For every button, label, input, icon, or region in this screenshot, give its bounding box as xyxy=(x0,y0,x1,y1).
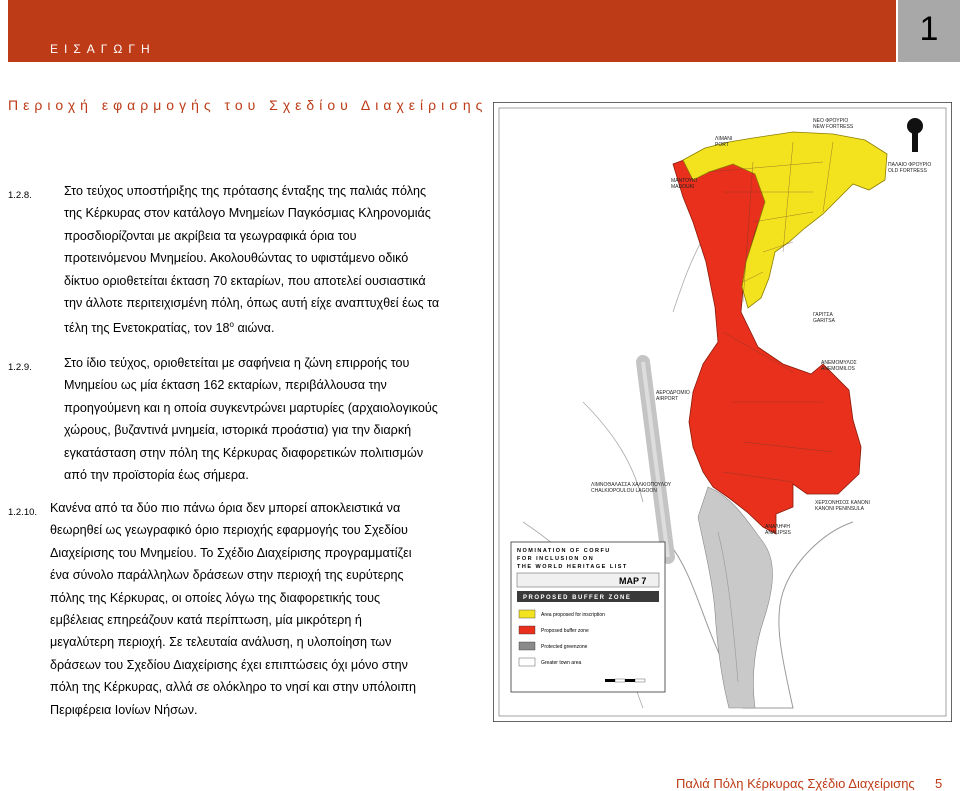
section-label: ΕΙΣΑΓΩΓΗ xyxy=(50,42,156,56)
paragraph-1-2-10 xyxy=(8,497,456,721)
text-line: εμβέλειας επηρεάζουν κατά περίπτωση, μία μικρότερη ή xyxy=(50,613,362,628)
map-label: ΝΕΟ ΦΡΟΥΡΙΟ xyxy=(813,118,849,124)
text-line: της Κέρκυρας στον κατάλογο Μνημείων Παγκόσμιας Κληρονομιάς xyxy=(64,206,431,221)
legend-label: Area proposed for inscription xyxy=(541,612,605,618)
text-line: πόλη της Κέρκυρας, αλλά σε ολόκληρο το νησί και στην υπόλοιπη xyxy=(50,680,417,695)
text-line: ένα σύνολο παράλληλων δράσεων στην περιοχή της ευρύτερης xyxy=(50,568,404,583)
footer-page-number: 5 xyxy=(935,776,943,791)
legend-label: Proposed buffer zone xyxy=(541,628,589,634)
header-bar xyxy=(8,0,896,62)
scale-segment xyxy=(625,679,635,682)
map-label: ΑΝΑΛΗΨΗ xyxy=(765,524,791,530)
legend-swatch-inscription xyxy=(519,610,535,618)
legend-swatch-greenzone xyxy=(519,642,535,650)
map-label: OLD FORTRESS xyxy=(888,168,927,174)
map-label: ΛΙΜΝΟΘΑΛΑΣΣΑ ΧΑΛΚΙΟΠΟΥΛΟΥ xyxy=(591,482,672,488)
text-line: Διαχείρισης του Μνημείου. Το Σχέδιο Διαχείρισης προγραμματίζει xyxy=(50,545,412,560)
map-label: MADOUKI xyxy=(671,184,695,190)
text-line: Κανένα από τα δύο πιο πάνω όρια δεν μπορεί αποκλειστικά να xyxy=(50,501,401,515)
text-line: εγκατάσταση στην πόλη της Κέρκυρας διαφορετικών πολιτισμών xyxy=(64,445,424,460)
map-label: ΓΑΡΙΤΣΑ xyxy=(813,312,833,318)
compass-icon xyxy=(912,132,918,152)
paragraph-1-2-8 xyxy=(8,180,456,340)
map-legend xyxy=(511,542,665,692)
map-label: ΧΕΡΣΟΝΗΣΟΣ ΚΑΝΟΝΙ xyxy=(815,500,870,506)
text-line: προτεινόμενου Μνημείου. Ακολουθώντας το υφιστάμενο οδικό xyxy=(64,251,409,266)
text-line: από την προϊστορία έως σήμερα. xyxy=(64,468,249,483)
scale-bar xyxy=(605,679,645,682)
text-line: θεωρηθεί ως γεωγραφικό όριο περιοχής εφαρμογής του Σχεδίου xyxy=(50,523,408,538)
chapter-number: 1 xyxy=(919,10,939,48)
map-label: NEW FORTRESS xyxy=(813,124,854,130)
chapter-number-box xyxy=(898,0,960,62)
map-label: PORT xyxy=(715,142,729,148)
map-label: ΑΝΕΜΟΜΥΛΟΣ xyxy=(821,360,857,366)
text-segment: τέλη της Ενετοκρατίας, τον 18 xyxy=(64,321,230,336)
map-label: ΜΑΝΤΟΥΚΙ xyxy=(671,178,697,184)
scale-segment xyxy=(615,679,625,682)
legend-swatch-town xyxy=(519,658,535,666)
map-label: ANALIPSIS xyxy=(765,530,791,536)
paragraph-1-2-9 xyxy=(8,352,456,486)
compass-icon xyxy=(907,118,923,134)
superscript: ο xyxy=(229,320,234,330)
paragraph-number: 1.2.9. xyxy=(8,362,32,373)
text-line: δίκτυο οριοθετείται έκταση 70 εκταρίων, που αποτελεί ουσιαστικά xyxy=(64,273,426,288)
map-label: ΑΕΡΟΔΡΟΜΙΟ xyxy=(656,390,690,396)
map-label: KANONI PENINSULA xyxy=(815,506,864,512)
legend-swatch-buffer xyxy=(519,626,535,634)
text-line: χώρους, βυζαντινά μνημεία, ιστορικά προάστια) για την διαρκή xyxy=(64,423,412,438)
text-line: μεγαλύτερη περιοχή. Σε τελευταία ανάλυση, η υλοποίηση των xyxy=(50,635,392,650)
legend-label: Greater town area xyxy=(541,660,582,666)
scale-segment xyxy=(605,679,615,682)
scale-segment xyxy=(635,679,645,682)
paragraph-number: 1.2.8. xyxy=(8,190,32,201)
text-line: Μνημείου ως μία έκταση 162 εκταρίων, περιβάλλουσα την xyxy=(64,378,387,393)
text-line: την άλλοτε περιτειχισμένη πόλη, όπως αυτή είχε αναπτυχθεί έως τα xyxy=(64,296,440,311)
footer-title: Παλιά Πόλη Κέρκυρας Σχέδιο Διαχείρισης xyxy=(676,776,915,791)
map-label: GARITSA xyxy=(813,318,835,324)
map-label: AIRPORT xyxy=(656,396,679,402)
text-line: δράσεων του Σχεδίου Διαχείρισης έχει επιπτώσεις όχι μόνο στην xyxy=(50,657,408,672)
map-title-line: NOMINATION OF CORFU xyxy=(517,548,611,554)
section-subtitle: Περιοχή εφαρμογής του Σχεδίου Διαχείρισης xyxy=(8,97,488,113)
proposed-label: PROPOSED BUFFER ZONE xyxy=(523,595,632,601)
text-line: πόλης της Κέρκυρας, οι οποίες λόγω της διαφορετικής τους xyxy=(50,590,381,605)
paragraph-text xyxy=(64,180,456,340)
map-title-line: THE WORLD HERITAGE LIST xyxy=(517,564,628,570)
text-line: προηγούμενη και η οποία συγκεντρώνει μαρτυρίες (αρχαιολογικούς xyxy=(64,400,438,415)
map-label: CHALKIOPOULOU LAGOON xyxy=(591,488,657,494)
text-line: προσδιορίζονται με ακρίβεια τα γεωγραφικά όρια του xyxy=(64,228,357,243)
text-line: Στο ίδιο τεύχος, οριοθετείται με σαφήνεια η ζώνη επιρροής του xyxy=(64,356,410,370)
paragraph-text xyxy=(64,352,456,486)
text-line: Περιφέρεια Ιονίων Νήσων. xyxy=(50,702,198,717)
paragraph-number: 1.2.10. xyxy=(8,507,38,518)
text-line xyxy=(64,314,456,340)
text-line: Στο τεύχος υποστήριξης της πρότασης ένταξης της παλιάς πόλης xyxy=(64,184,427,198)
map-label: ΛΙΜΑΝΙ xyxy=(715,136,733,142)
map-label: ANEMOMILOS xyxy=(821,366,855,372)
legend-label: Protected greenzone xyxy=(541,644,588,650)
buffer-zone-map xyxy=(493,102,952,722)
map-title-line: FOR INCLUSION ON xyxy=(517,556,595,562)
text-segment: αιώνα. xyxy=(233,321,275,336)
map-label: ΠΑΛΑΙΟ ΦΡΟΥΡΙΟ xyxy=(888,162,932,168)
paragraph-text xyxy=(50,497,456,721)
map-number: MAP 7 xyxy=(619,576,647,586)
